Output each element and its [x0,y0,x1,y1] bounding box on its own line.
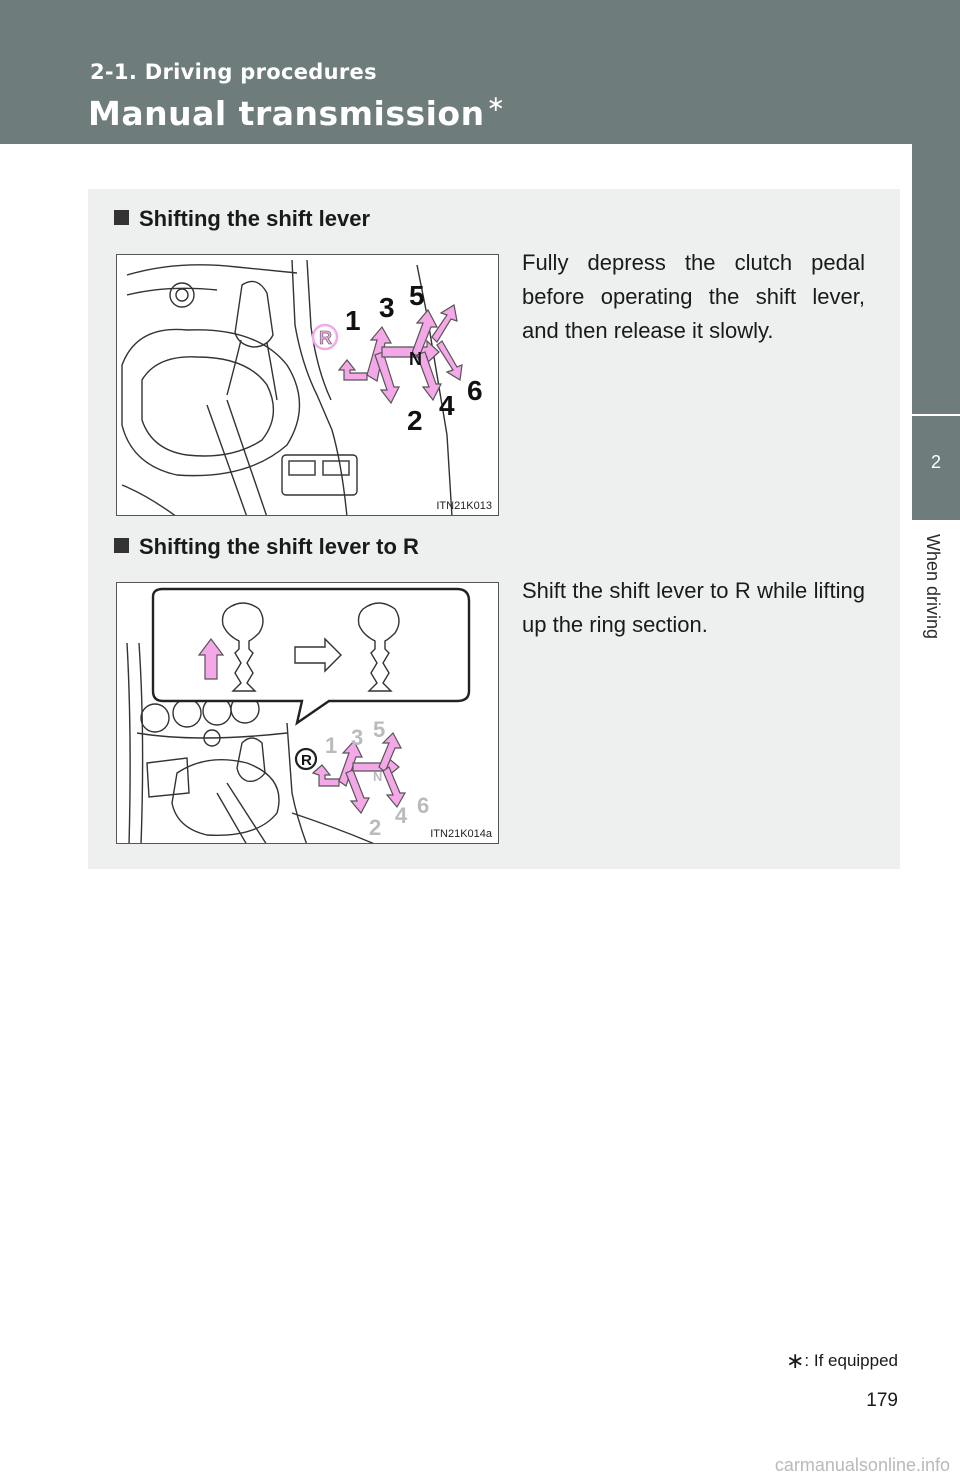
gear-label-3: 3 [379,292,395,323]
neutral-label: N [409,349,422,369]
neutral-label-faded: N [373,769,383,784]
chapter-tab-upper [912,144,960,414]
gear-label-5-faded: 5 [373,717,386,742]
asterisk-icon: ∗ [785,1348,805,1373]
gear-label-6-faded: 6 [417,793,430,818]
section-heading-shifting [114,206,370,232]
chapter-label: When driving [923,534,943,640]
gear-label-6: 6 [467,375,483,406]
footnote-text: : If equipped [804,1351,898,1370]
gear-label-4-faded: 4 [395,803,408,828]
reverse-label-2: R [301,752,312,769]
chapter-number: 2 [930,452,941,472]
page-title [88,92,506,133]
gear-label-1-faded: 1 [325,733,338,758]
chapter-tab [912,0,960,1484]
body-text-shifting: Fully depress the clutch pedal before operating the shift lever, and then release it slowly. [522,250,865,343]
shift-lever-illustration [117,255,499,516]
shift-to-r-illustration [117,583,499,844]
gear-label-2: 2 [407,405,423,436]
footnote [786,1348,898,1374]
figure-shift-to-r [116,582,499,844]
gear-label-1: 1 [345,305,361,336]
section-heading-text: Shifting the shift lever to R [139,534,419,559]
section-heading-text: Shifting the shift lever [139,206,371,231]
page-title-text: Manual transmission [88,94,485,133]
watermark: carmanualsonline.info [774,1455,950,1475]
reverse-label-1: R [319,328,332,348]
body-text-shift-to-r: Shift the shift lever to R while lifting up the ring section. [522,578,865,637]
section-label: 2-1. Driving procedures [90,60,377,84]
gear-label-5: 5 [409,280,425,311]
gear-label-3-faded: 3 [351,725,364,750]
square-bullet-icon [114,538,129,553]
section-heading-shift-to-r [114,534,419,560]
gear-label-4: 4 [439,390,455,421]
figure-code: ITN21K013 [436,500,492,512]
gear-label-2-faded: 2 [369,815,382,840]
figure-shift-lever [116,254,499,516]
square-bullet-icon [114,210,129,225]
title-asterisk: ∗ [486,92,506,117]
page-number: 179 [866,1390,898,1411]
figure-code: ITN21K014a [430,828,492,840]
